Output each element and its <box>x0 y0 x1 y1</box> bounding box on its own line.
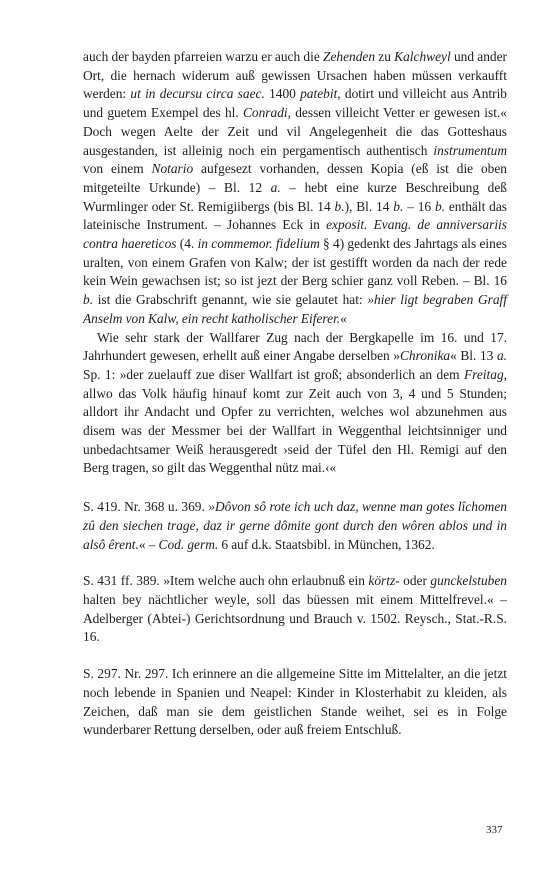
text-run: und ander Ort, die hernach widerum auß gewissen Ursachen haben müssen verkaufft werden: <box>83 49 507 102</box>
italic-text: a. <box>270 179 281 195</box>
text-run: – 16 <box>403 198 435 214</box>
text-run: allwo das Volk häufig hinauf komt zur Zeit auch von 3, 4 und 5 Stunden; alldort ihr Andacht und Opfer zu verrichten, welches wol abzunehmen aus disem was der Messmer bei der Wallfart in Weggenthal leichtsinniger und unbedachtsamer Weiß herausgeredt ›seid der Tüfel den Hl. Remigi auf den Berg tragen, so gilt das Weggenthal nütz mai.‹« <box>83 385 507 476</box>
italic-text: gunckelstuben <box>430 573 508 589</box>
text-run: oder <box>399 573 431 589</box>
italic-text: instrumentum <box>433 142 507 158</box>
text-run: dotirt und villeicht aus Antrib und guetem Exempel des hl. <box>83 86 507 121</box>
text-run: 6 auf d.k. Staatsbibl. in München, 1362. <box>218 536 435 552</box>
italic-text: in commemor. fidelium <box>197 236 320 252</box>
text-run: « – <box>138 536 159 552</box>
text-run: S. 297. Nr. 297. Ich erinnere an die allgemeine Sitte im Mittelalter, an die jetzt noch lebende in Spanien und Neapel: Kinder in Klosterhabit zu kleiden, als Zeichen, daß man sie dem geistlichen Stande weihet, sei es in Folge wunderbarer Rettung derselben, oder auß freiem Entschluß. <box>83 666 507 738</box>
text-run: ), Bl. 14 <box>344 198 394 214</box>
text-run: dessen villeicht Vetter er gewesen ist.« Doch wegen Aelte der Zeit und vil Angelegenheit die das Gotteshaus ausgestanden, ist alleinig noch ein pergamentisch authentisch <box>83 105 507 158</box>
text-run: – hebt eine kurze Beschreibung deß Wurmlinger oder St. Remigiibergs (bis Bl. 14 <box>83 179 508 214</box>
text-run: S. 419. Nr. 368 u. 369. <box>83 499 209 515</box>
italic-text: ut in decursu circa saec. <box>130 86 265 102</box>
page-body <box>83 48 507 740</box>
text-run: 1400 <box>264 86 301 102</box>
text-run: auch der bayden pfarreien warzu er auch die <box>83 49 323 64</box>
italic-text: »Dôvon sô rote ich uch daz, wenne man gotes lîchomen zû den siechen trage, daz ir gerne dômite gont durch den wôren ablos und in alsô êrent. <box>83 499 507 552</box>
italic-text: körtz- <box>368 573 400 589</box>
text-run: § 4) gedenkt des Jahrtags als eines uralten, von einem Grafen von Kalw; der ist gestifft worden da nach der rede kein Wein gewachsen ist; so ist jezt der Berg schier ganz voll Reben. – Bl. 16 <box>83 236 507 289</box>
text-run: aufgesezt vorhanden, dessen Kopia (eß ist die oben mitgeteilte Urkunde) – Bl. 12 <box>83 161 507 195</box>
text-run: ist die Grabschrift genannt, wie sie gelautet hat: <box>93 292 368 308</box>
text-run: zu <box>375 49 395 64</box>
note-s419 <box>83 498 507 554</box>
italic-text: b. <box>83 292 94 308</box>
italic-text: Conradi, <box>242 105 291 121</box>
italic-text: Notario <box>151 161 194 177</box>
text-run: S. 431 ff. 389. »Item welche auch ohn erlaubnuß ein <box>83 573 369 589</box>
italic-text: patebit, <box>300 86 341 102</box>
italic-text: b. <box>334 198 345 214</box>
text-run: « <box>340 310 347 326</box>
italic-text: b. <box>434 198 446 214</box>
italic-text: exposit. Evang. de anniversariis contra haereticos <box>83 217 507 252</box>
italic-text: Zehenden <box>323 49 376 64</box>
note-s431 <box>83 572 507 647</box>
italic-text: »hier ligt begraben Graff Anselm von Kalw, ein recht katholischer Eiferer. <box>83 292 507 326</box>
italic-text: Chronika <box>400 348 451 364</box>
text-run: halten bey nächtlicher weyle, soll das büessen mit einem Mittelfrevel.« – Adelberger (Abtei-) Gerichtsordnung und Brauch v. 1502. Reysch., Stat.-R.S. 16. <box>83 591 507 645</box>
italic-text: b. <box>393 198 404 214</box>
italic-text: Cod. germ. <box>158 536 219 552</box>
text-run: Sp. 1: »der zuelauff zue diser Wallfart ist groß; absonderlich an dem <box>83 366 464 382</box>
italic-text: Freitag, <box>463 366 507 382</box>
note-s297 <box>83 665 507 740</box>
text-run: von einem <box>83 161 152 177</box>
text-run: enthält das lateinische Instrument. – Johannes Eck in <box>83 198 507 233</box>
text-run: (4. <box>176 236 198 252</box>
text-run: Wie sehr stark der Wallfarer Zug nach der Bergkapelle im 16. und 17. Jahrhundert gewesen, erhellt auß einer Angabe derselben » <box>83 329 507 364</box>
paragraph-chronicle-excerpt <box>83 48 507 329</box>
page-number: 337 <box>486 824 503 836</box>
paragraph-pilgrimage <box>83 329 507 479</box>
italic-text: Kalchweyl <box>394 49 451 64</box>
text-run: « Bl. 13 <box>450 348 497 364</box>
italic-text: a. <box>496 348 507 364</box>
